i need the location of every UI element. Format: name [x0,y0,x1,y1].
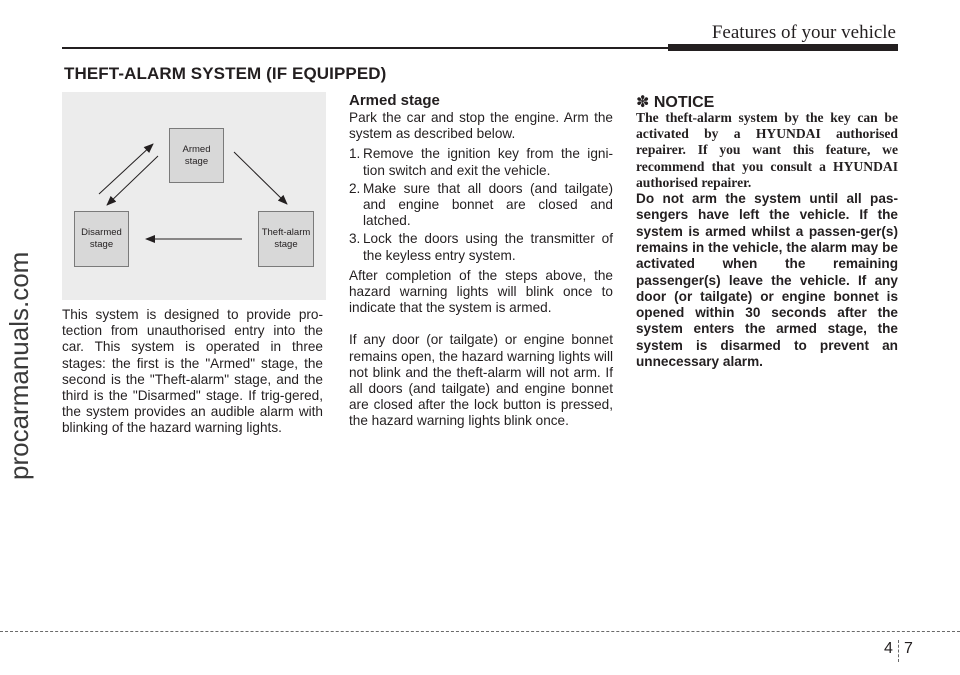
stage-arrows [62,92,326,300]
list-item [349,181,613,230]
step-text: Remove the ignition key from the igni-tion switch and exit the vehicle. [363,146,613,178]
page-number: 7 [904,640,913,657]
notice-serif-text: The theft-alarm system by the key can be activated by a HYUNDAI authorised repairer. If you want this feature, we recommend that you consult a HYUNDAI authorised repairer. [636,110,898,190]
notice-heading: ✽ NOTICE [636,94,715,111]
theft-alarm-stage-label: Theft-alarm stage [261,227,311,250]
armed-steps-list [349,146,613,263]
header-rule-accent [668,44,898,51]
armed-stage-column [349,110,613,430]
disarmed-stage-label: Disarmed stage [81,227,122,250]
stage-diagram [62,92,326,300]
notice-column [636,110,898,370]
open-door-note: If any door (or tailgate) or engine bonnet remains open, the hazard warning lights will not blink and the theft-alarm will not arm. If all doors (and tailgate) and engine bonnet are closed after the lock button is pressed, the hazard warning lights blink once. [349,332,613,429]
intro-column [62,307,323,437]
page-number-separator [898,640,899,662]
list-item [349,231,613,263]
chapter-number: 4 [884,640,893,657]
armed-stage-heading: Armed stage [349,92,440,109]
armed-stage-intro: Park the car and stop the engine. Arm the system as described below. [349,110,613,142]
header-title: Features of your vehicle [711,22,896,43]
step-text: Make sure that all doors (and tailgate) and engine bonnet are closed and latched. [363,180,613,229]
step-number: 2. [349,180,361,196]
list-item [349,146,613,178]
step-number: 3. [349,231,361,247]
intro-paragraph: This system is designed to provide pro-tection from unauthorised entry into the car. This system is operated in three stages: the first is the "Armed" stage, the second is the "Theft-alarm" stage, and the third is the "Disarmed" stage. If trig-gered, the system provides an audible alarm with blinking of the hazard warning lights. [62,307,323,436]
footer-rule [0,631,960,632]
armed-stage-label: Armed stage [182,143,211,167]
step-text: Lock the doors using the transmitter of the keyless entry system. [363,231,613,263]
notice-warning-text: Do not arm the system until all pas-sengers have left the vehicle. If the system is armed whilst a passen-ger(s) remains in the vehicle, the alarm may be activated when the remaining passenger(s) leave the vehicle. If any door (or tailgate) or engine bonnet is opened within 30 seconds after the system enters the armed stage, the system is disarmed to prevent an unnecessary alarm. [636,191,898,369]
step-number: 1. [349,146,361,162]
watermark: procarmanuals.com [4,251,34,480]
arrow-armed-to-theft [234,152,287,204]
armed-confirmation-text: After completion of the steps above, the hazard warning lights will blink once to indicate that the system is armed. [349,267,613,316]
section-title: THEFT-ALARM SYSTEM (IF EQUIPPED) [64,64,387,83]
